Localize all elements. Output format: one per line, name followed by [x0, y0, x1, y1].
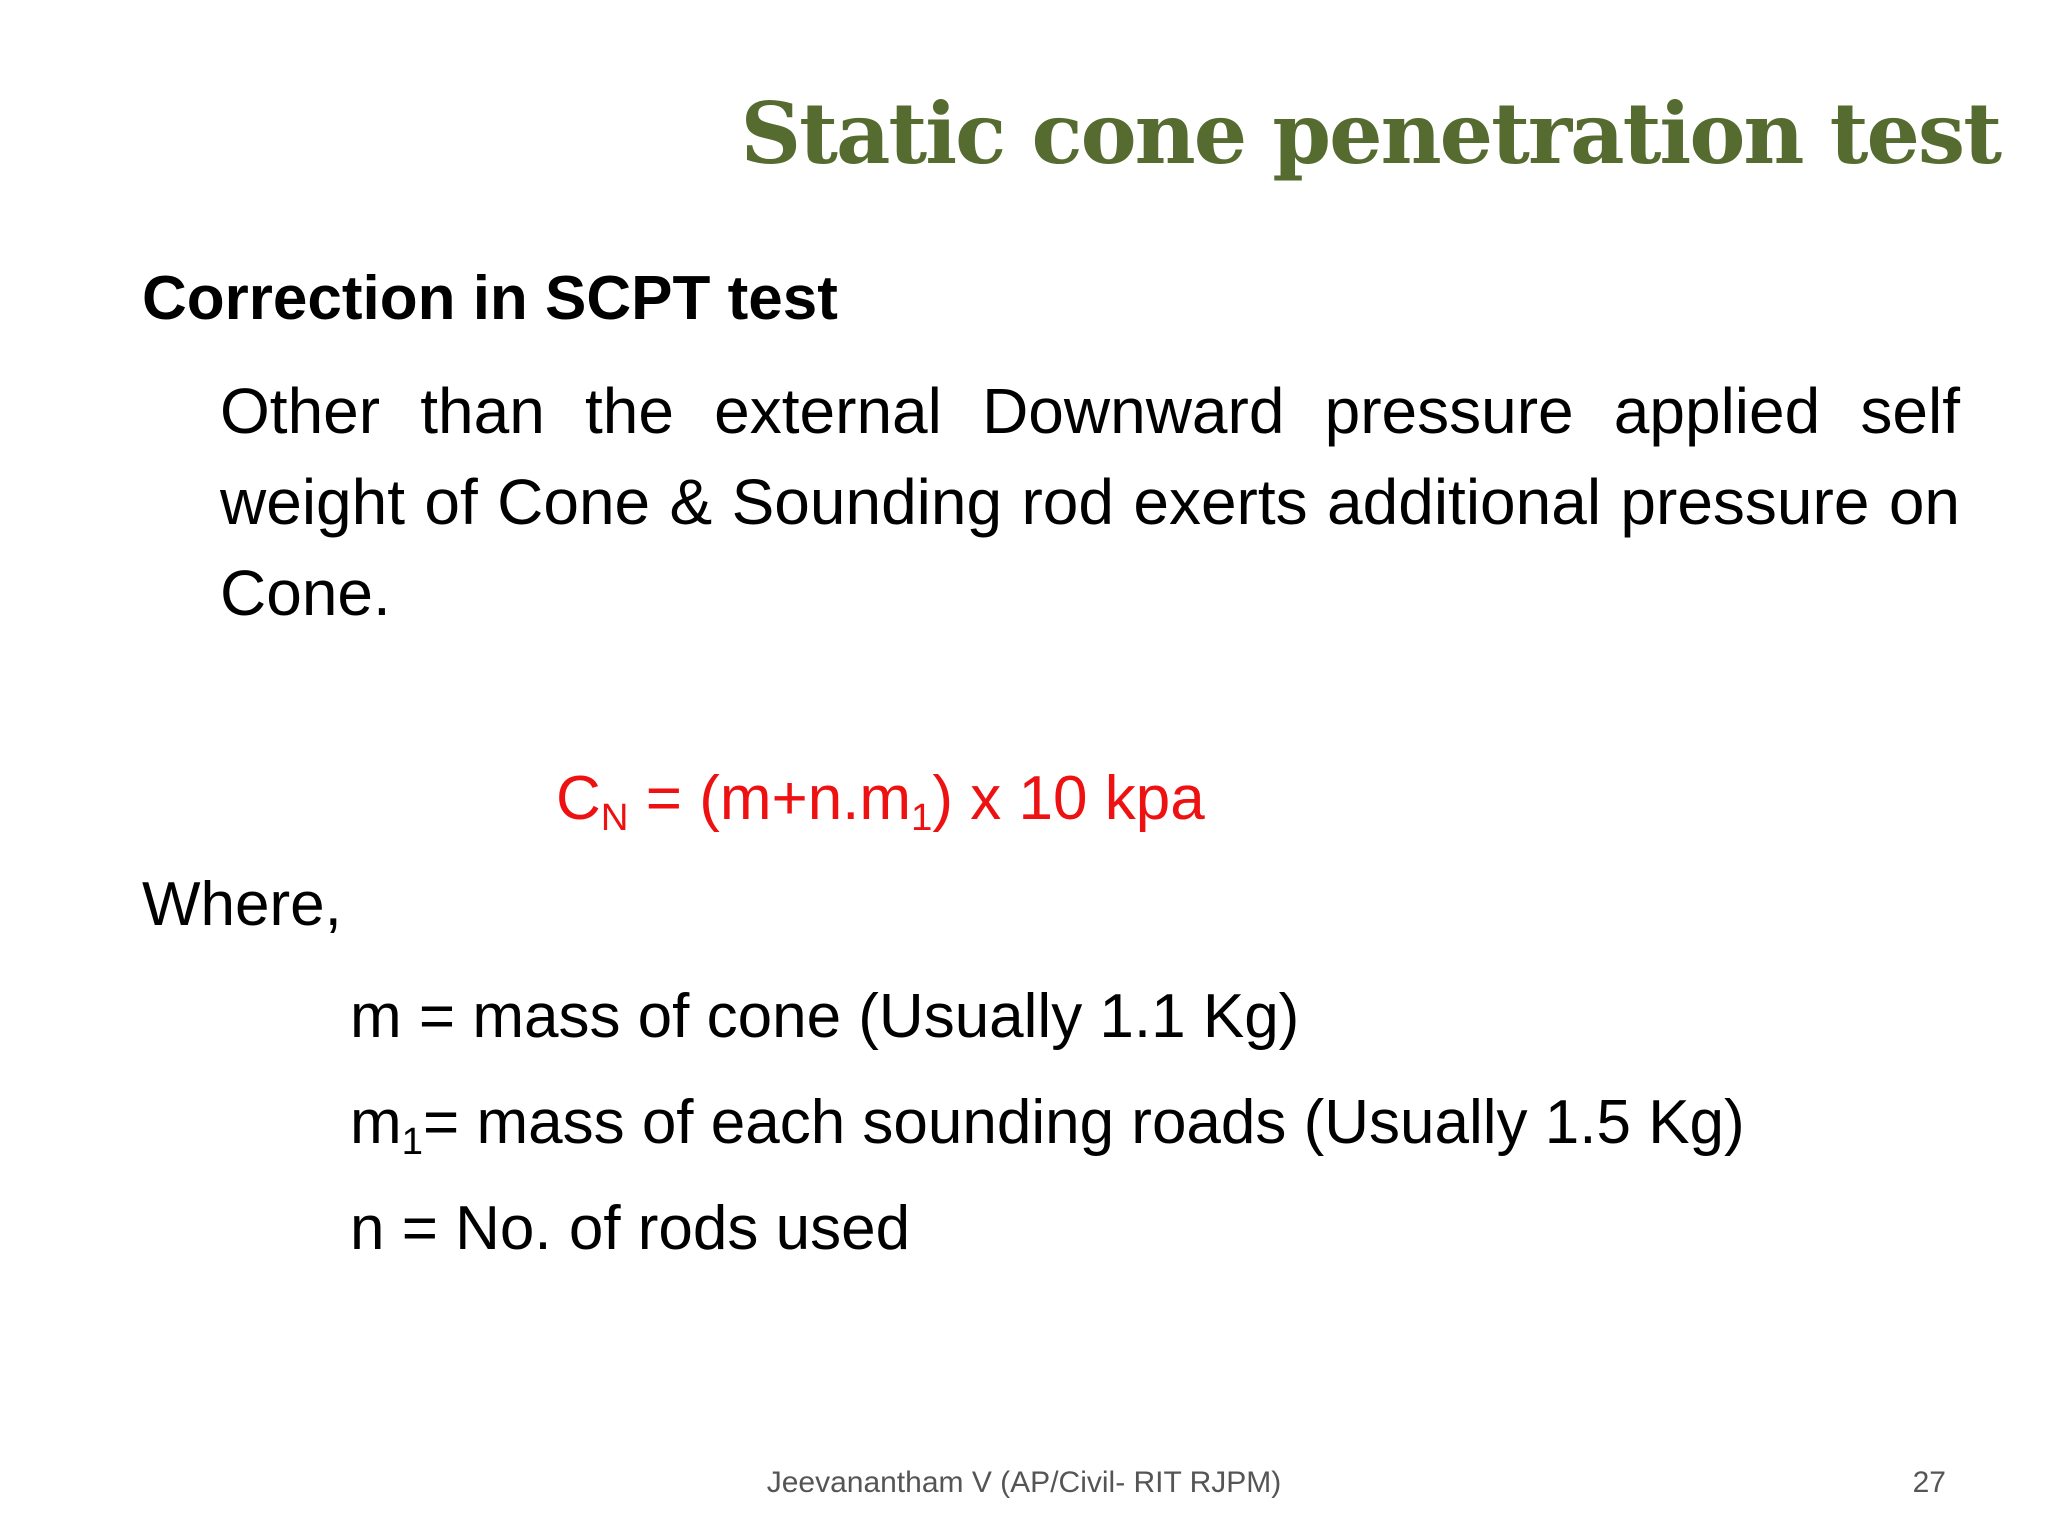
formula-lhs: C [556, 764, 601, 833]
section-heading: Correction in SCPT test [142, 264, 838, 333]
formula-rhs-part-1: = (m+n.m [628, 764, 912, 833]
definition-text: = mass of each sounding roads (Usually 1.5 Kg) [423, 1088, 1745, 1157]
definition-text: = No. of rods used [384, 1194, 911, 1263]
definition-symbol: m [350, 1088, 402, 1157]
formula-lhs-subscript: N [600, 795, 629, 839]
definition-symbol: m [350, 982, 402, 1051]
definition-n [350, 1194, 911, 1263]
definition-m [350, 982, 1300, 1051]
definition-m1 [350, 1088, 1745, 1163]
formula [556, 764, 1205, 839]
body-paragraph: Other than the external Downward pressure applied self weight of Cone & Sounding rod exerts additional pressure on Cone. [220, 375, 1960, 629]
page-number: 27 [1912, 1466, 1946, 1499]
footer-author: Jeevanantham V (AP/Civil- RIT RJPM) [766, 1466, 1282, 1499]
definition-symbol-subscript: 1 [401, 1119, 424, 1163]
formula-rhs-part-2: ) x 10 kpa [932, 764, 1205, 833]
where-label: Where, [142, 870, 342, 939]
slide-title: Static cone penetration test [740, 84, 2000, 183]
definition-symbol: n [350, 1194, 385, 1263]
formula-rhs-subscript: 1 [911, 795, 933, 839]
definition-text: = mass of cone (Usually 1.1 Kg) [401, 982, 1300, 1051]
